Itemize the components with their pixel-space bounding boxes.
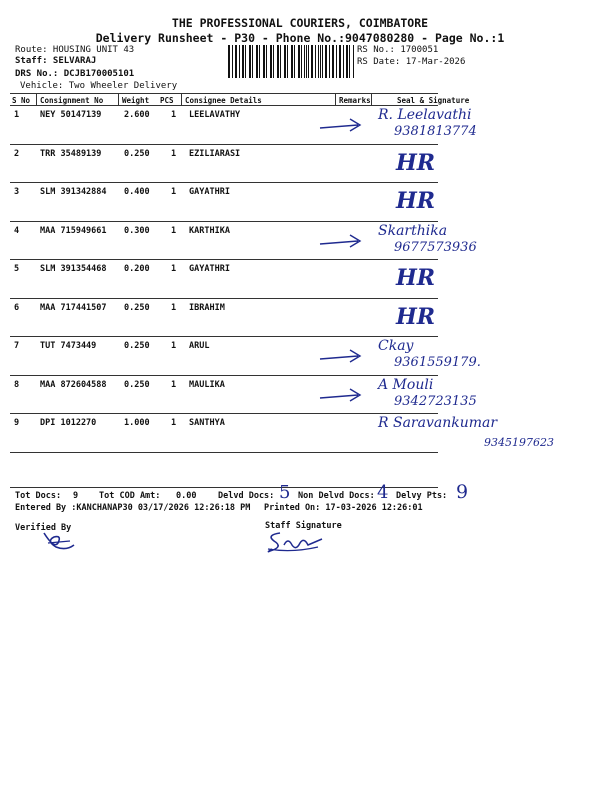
staff-text: Staff: SELVARAJ — [15, 56, 97, 66]
col-remarks: Remarks — [339, 96, 371, 105]
tot-cod-label: Tot COD Amt: — [99, 491, 161, 501]
tot-docs-label: Tot Docs: — [15, 491, 62, 501]
col-weight: Weight — [122, 96, 150, 105]
row-signature-name: HR — [396, 188, 436, 214]
entered-by: Entered By :KANCHANAP30 03/17/2026 12:26:18 PM — [15, 503, 251, 513]
row-consignment-no: SLM 391354468 — [40, 264, 107, 274]
remark-arrow-icon — [318, 347, 368, 367]
rs-date: RS Date: 17-Mar-2026 — [357, 57, 466, 67]
row-signature-name: HR — [396, 149, 436, 176]
row-sno: 8 — [14, 379, 20, 390]
row-consignee: GAYATHRI — [189, 187, 230, 197]
row-signature-name: R Saravankumar — [378, 415, 498, 431]
row-sno: 9 — [14, 418, 20, 428]
row-signature-phone: 9361559179. — [394, 355, 481, 370]
row-consignment-no: DPI 1012270 — [40, 418, 97, 428]
row-signature-name: Ckay — [378, 338, 414, 354]
row-weight: 2.600 — [124, 110, 150, 120]
company-title: THE PROFESSIONAL COURIERS, COIMBATORE — [171, 16, 429, 30]
row-sno: 6 — [14, 302, 20, 313]
row-sno: 2 — [14, 148, 20, 159]
col-consignee: Consignee Details — [185, 96, 262, 105]
row-weight: 0.200 — [124, 264, 150, 274]
verified-signature — [40, 527, 80, 553]
row-consignee: IBRAHIM — [189, 302, 225, 313]
row-pcs: 1 — [171, 264, 177, 274]
row-pcs: 1 — [171, 148, 177, 159]
row-consignment-no: TRR 35489139 — [40, 148, 102, 159]
staff-signature — [262, 527, 332, 557]
row-consignment-no: MAA 872604588 — [40, 379, 107, 390]
row-divider — [10, 298, 438, 299]
row-signature-name: Skarthika — [378, 222, 448, 239]
runsheet-subtitle: Delivery Runsheet - P30 - Phone No.:9047080280 - Page No.:1 — [95, 31, 505, 45]
row-signature-phone: 9381813774 — [394, 124, 477, 139]
row-signature-phone: 9345197623 — [484, 436, 554, 449]
row-consignment-no: MAA 715949661 — [40, 225, 107, 236]
row-divider — [10, 452, 438, 453]
delvd-docs-label: Delvd Docs: — [218, 491, 275, 501]
delvy-pts-handwritten: 9 — [456, 481, 469, 503]
row-weight: 0.250 — [124, 379, 150, 390]
delvd-docs-handwritten: 5 — [279, 482, 291, 503]
row-consignee: MAULIKA — [189, 379, 225, 390]
row-pcs: 1 — [171, 379, 177, 390]
row-weight: 0.250 — [124, 302, 150, 313]
row-sno: 1 — [14, 110, 20, 120]
row-signature-name: HR — [396, 303, 436, 330]
tot-cod-value: 0.00 — [176, 491, 197, 501]
row-weight: 0.400 — [124, 187, 150, 197]
verified-by-label: Verified By — [15, 523, 72, 533]
row-pcs: 1 — [171, 225, 177, 236]
row-signature-name: R. Leelavathi — [378, 107, 472, 123]
col-signature: Seal & Signature — [397, 96, 470, 105]
row-pcs: 1 — [171, 418, 177, 428]
non-delvd-docs-handwritten: 4 — [377, 482, 389, 503]
non-delvd-docs-label: Non Delvd Docs: — [298, 491, 375, 501]
row-weight: 0.300 — [124, 225, 150, 236]
printed-on: Printed On: 17-03-2026 12:26:01 — [264, 503, 423, 513]
row-consignee: ARUL — [189, 341, 210, 351]
drs-number: DRS No.: DCJB170005101 — [15, 69, 135, 79]
row-divider — [10, 221, 438, 222]
tot-docs-value: 9 — [73, 491, 79, 501]
row-consignee: KARTHIKA — [189, 225, 230, 236]
row-consignee: EZILIARASI — [189, 148, 241, 159]
remark-arrow-icon — [318, 116, 368, 136]
row-pcs: 1 — [171, 302, 177, 313]
row-weight: 0.250 — [124, 148, 150, 159]
row-divider — [10, 413, 438, 414]
col-consignment: Consignment No — [40, 96, 104, 105]
route-text: Route: HOUSING UNIT 43 — [15, 45, 135, 55]
remark-arrow-icon — [318, 386, 368, 406]
vehicle-text: Vehicle: Two Wheeler Delivery — [20, 81, 178, 91]
row-sno: 7 — [14, 341, 20, 351]
col-pcs: PCS — [160, 96, 174, 105]
row-divider — [10, 144, 438, 145]
row-sno: 4 — [14, 225, 20, 236]
delvy-pts-label: Delvy Pts: — [396, 491, 448, 501]
row-pcs: 1 — [171, 187, 177, 197]
col-sno: S No — [12, 96, 31, 105]
row-divider — [10, 182, 438, 183]
row-divider — [10, 336, 438, 337]
row-consignment-no: SLM 391342884 — [40, 187, 107, 197]
remark-arrow-icon — [318, 232, 368, 252]
row-consignee: SANTHYA — [189, 418, 225, 428]
row-signature-name: HR — [396, 265, 436, 291]
staff-signature-label: Staff Signature — [265, 521, 342, 531]
row-divider — [10, 259, 438, 260]
row-sno: 5 — [14, 264, 20, 274]
row-consignment-no: NEY 50147139 — [40, 110, 102, 120]
row-pcs: 1 — [171, 110, 177, 120]
row-consignee: GAYATHRI — [189, 264, 230, 274]
rs-number: RS No.: 1700051 — [357, 45, 439, 55]
row-consignment-no: TUT 7473449 — [40, 341, 97, 351]
row-consignment-no: MAA 717441507 — [40, 302, 107, 313]
row-consignee: LEELAVATHY — [189, 110, 241, 120]
row-divider — [10, 375, 438, 376]
row-signature-phone: 9342723135 — [394, 393, 477, 409]
barcode — [228, 45, 354, 78]
row-sno: 3 — [14, 187, 20, 197]
row-signature-phone: 9677573936 — [394, 239, 477, 255]
row-weight: 0.250 — [124, 341, 150, 351]
row-signature-name: A Mouli — [378, 376, 434, 393]
row-weight: 1.000 — [124, 418, 150, 428]
row-pcs: 1 — [171, 341, 177, 351]
